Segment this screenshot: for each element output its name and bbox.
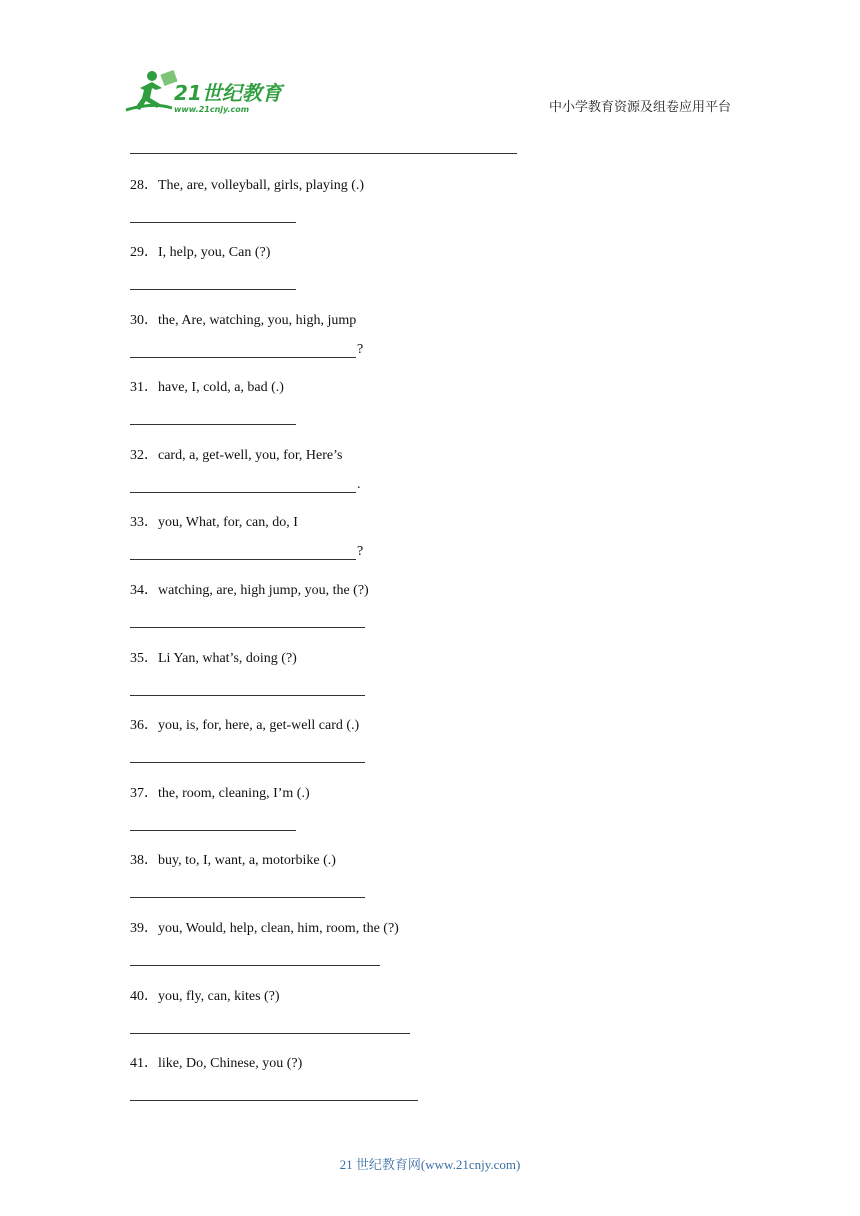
- site-logo: [122, 68, 292, 116]
- question-41: [130, 1052, 302, 1072]
- answer-blank[interactable]: [130, 407, 297, 423]
- question-text: The, are, volleyball, girls, playing (.): [158, 178, 365, 193]
- question-34: [130, 579, 369, 599]
- question-text: card, a, get-well, you, for, Here’s: [158, 448, 343, 463]
- answer-blank[interactable]: [130, 813, 297, 829]
- question-number: 31．: [130, 380, 158, 395]
- answer-end-punctuation: ?: [357, 544, 364, 559]
- answer-blank[interactable]: [130, 610, 366, 626]
- question-38: [130, 849, 336, 869]
- answer-line: [130, 409, 296, 425]
- answer-blank[interactable]: [130, 205, 297, 221]
- answer-blank[interactable]: [130, 272, 297, 288]
- question-text: Li Yan, what’s, doing (?): [158, 651, 297, 666]
- question-number: 40．: [130, 989, 158, 1004]
- question-number: 33．: [130, 515, 158, 530]
- question-number: 37．: [130, 786, 158, 801]
- question-text: like, Do, Chinese, you (?): [158, 1056, 303, 1071]
- question-32: [130, 444, 342, 464]
- footer-text: 21 世纪教育网(www.21cnjy.com): [339, 1157, 521, 1172]
- answer-line: [130, 680, 365, 696]
- question-number: 35．: [130, 651, 158, 666]
- answer-blank[interactable]: [130, 880, 366, 896]
- answer-blank[interactable]: [130, 1083, 419, 1099]
- answer-blank[interactable]: [130, 542, 363, 558]
- question-text: I, help, you, Can (?): [158, 245, 271, 260]
- logo-text: 21世纪教育: [174, 81, 282, 105]
- question-33: [130, 511, 298, 531]
- answer-line: [130, 274, 296, 290]
- question-number: 38．: [130, 853, 158, 868]
- question-text: you, fly, can, kites (?): [158, 989, 280, 1004]
- question-number: 34．: [130, 583, 158, 598]
- logo-figure-head-icon: [147, 71, 157, 81]
- question-number: 30．: [130, 313, 158, 328]
- question-text: have, I, cold, a, bad (.): [158, 380, 284, 395]
- answer-line: [130, 544, 356, 560]
- question-36: [130, 714, 359, 734]
- answer-line: [130, 477, 356, 493]
- question-40: [130, 985, 280, 1005]
- question-37: [130, 782, 310, 802]
- answer-line: [130, 747, 365, 763]
- question-text: you, What, for, can, do, I: [158, 515, 298, 530]
- answer-line: [130, 1018, 410, 1034]
- question-30: [130, 309, 356, 329]
- question-29: [130, 241, 270, 261]
- header-platform-text: 中小学教育资源及组卷应用平台: [549, 100, 732, 115]
- question-number: 36．: [130, 718, 158, 733]
- answer-blank[interactable]: [130, 678, 366, 694]
- answer-line: [130, 882, 365, 898]
- question-text: the, Are, watching, you, high, jump: [158, 313, 357, 328]
- header-divider: [130, 153, 517, 154]
- answer-blank[interactable]: [130, 948, 381, 964]
- answer-blank[interactable]: [130, 1016, 411, 1032]
- answer-line: [130, 1085, 418, 1101]
- question-number: 41．: [130, 1056, 158, 1071]
- question-31: [130, 376, 284, 396]
- answer-end-punctuation: ?: [357, 342, 364, 357]
- answer-blank[interactable]: [130, 475, 361, 491]
- question-text: you, Would, help, clean, him, room, the (?): [158, 921, 399, 936]
- answer-line: [130, 612, 365, 628]
- question-number: 28．: [130, 178, 158, 193]
- answer-line: [130, 342, 356, 358]
- logo-url: www.21cnjy.com: [174, 105, 250, 114]
- question-number: 29．: [130, 245, 158, 260]
- question-text: buy, to, I, want, a, motorbike (.): [158, 853, 336, 868]
- question-text: you, is, for, here, a, get-well card (.): [158, 718, 360, 733]
- answer-line: [130, 950, 380, 966]
- question-35: [130, 647, 297, 667]
- question-text: watching, are, high jump, you, the (?): [158, 583, 369, 598]
- question-number: 32．: [130, 448, 158, 463]
- answer-line: [130, 815, 296, 831]
- answer-end-punctuation: .: [357, 477, 361, 492]
- answer-blank[interactable]: [130, 745, 366, 761]
- answer-line: [130, 207, 296, 223]
- answer-blank[interactable]: [130, 340, 363, 356]
- question-39: [130, 917, 399, 937]
- question-number: 39．: [130, 921, 158, 936]
- question-28: [130, 174, 364, 194]
- question-text: the, room, cleaning, I’m (.): [158, 786, 310, 801]
